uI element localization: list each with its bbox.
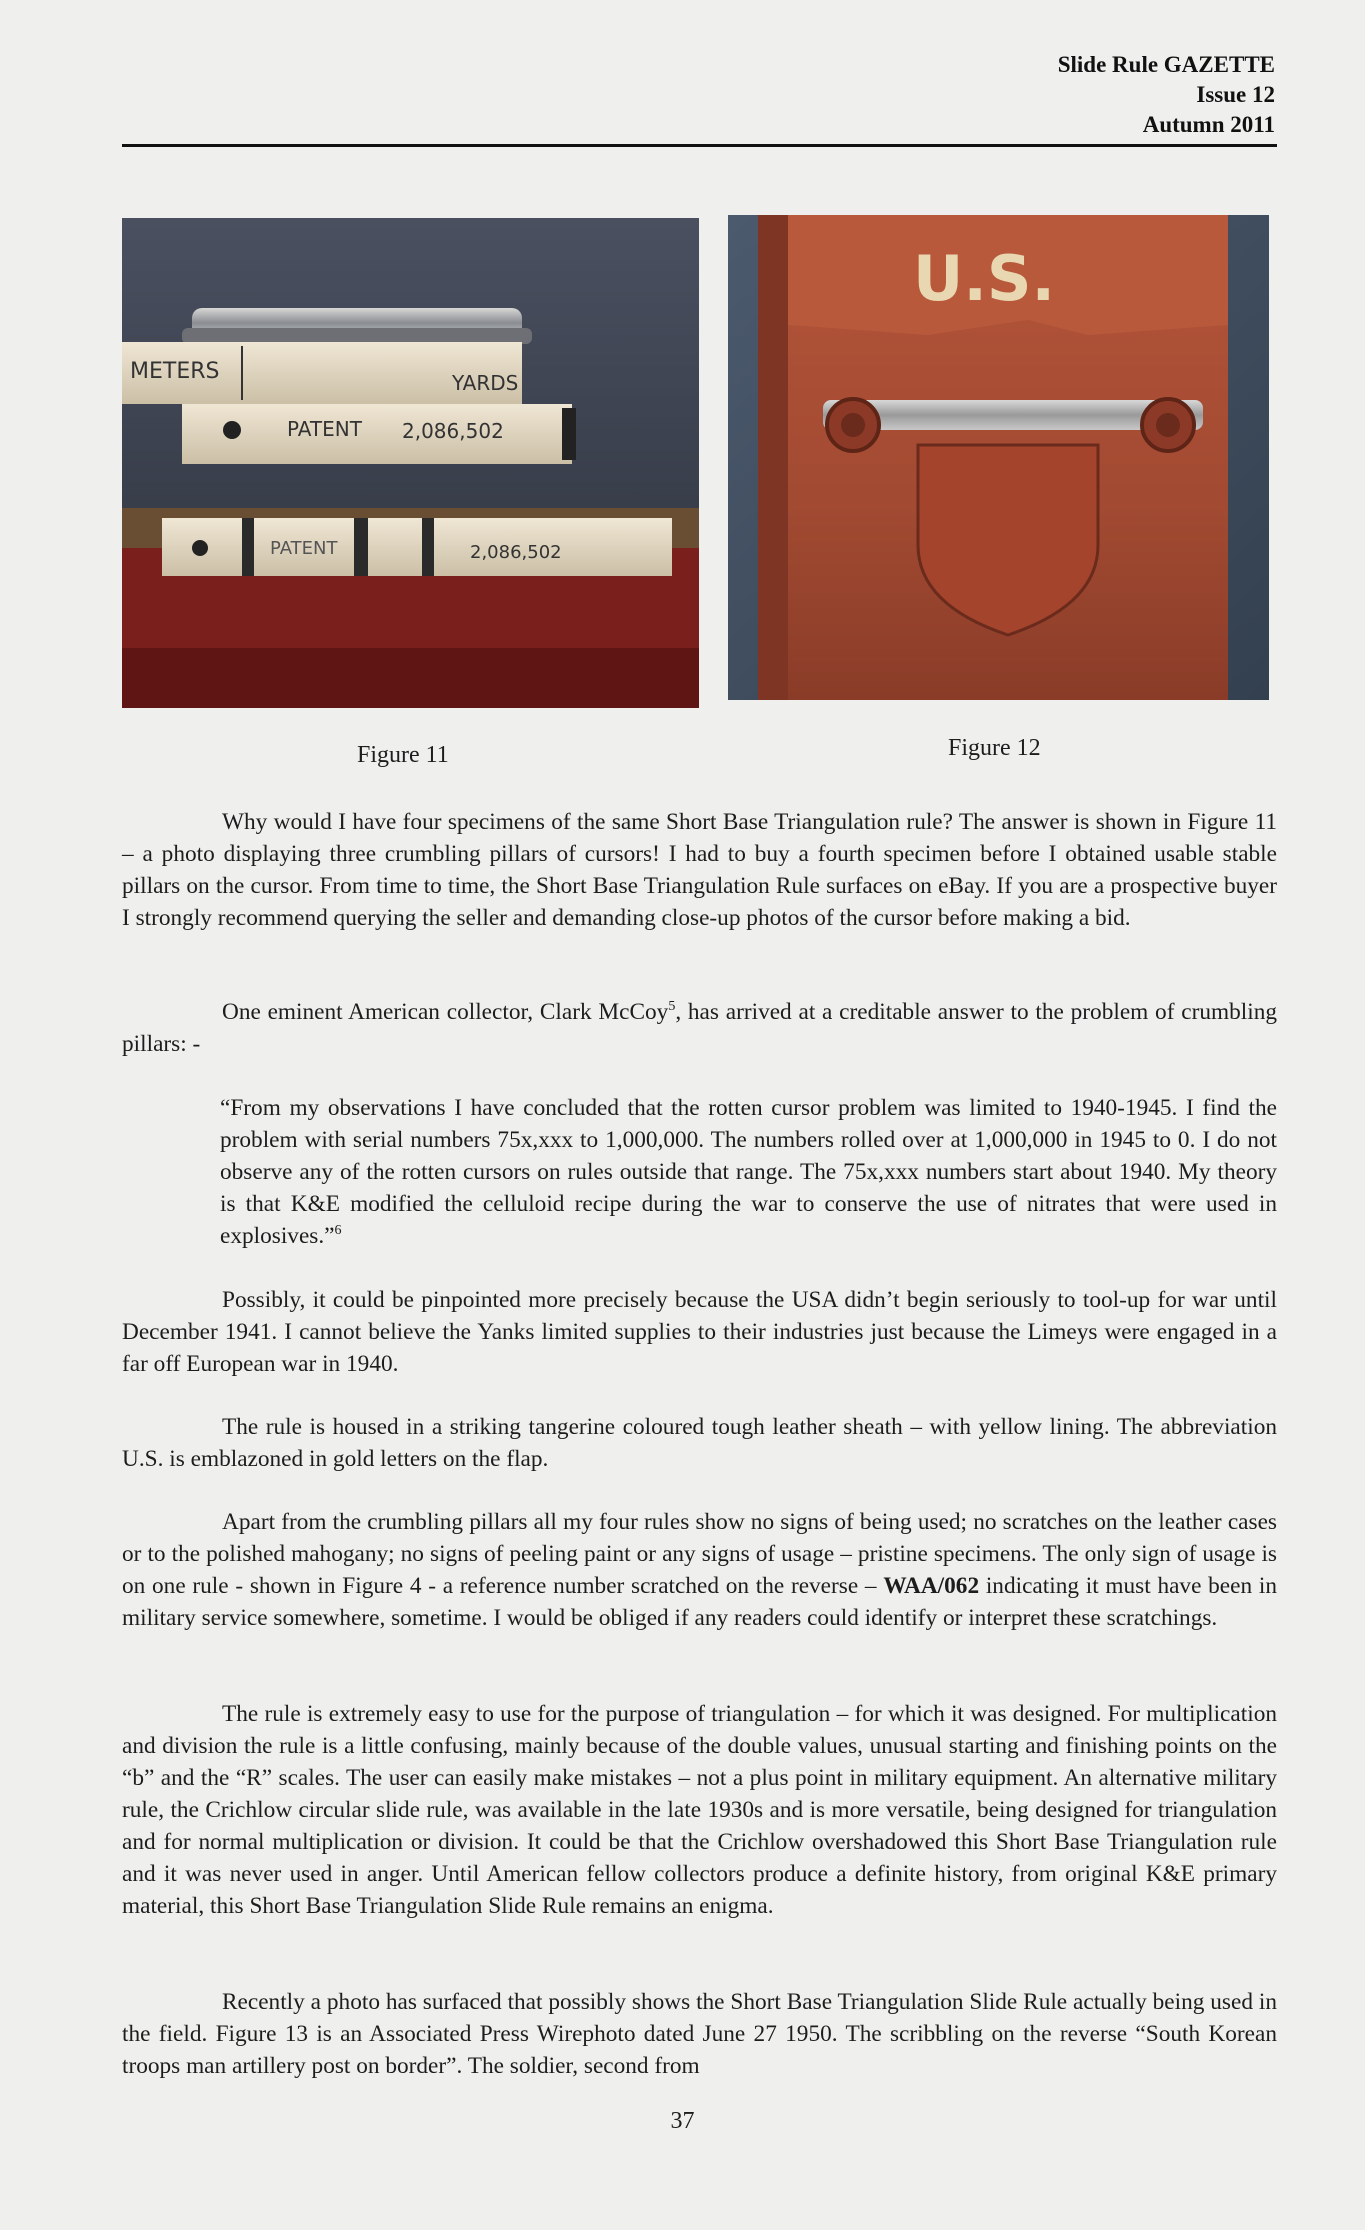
paragraph-4 [122,1411,1277,1475]
footnote-ref-6: 6 [334,1223,342,1239]
reference-number: WAA/062 [883,1573,980,1599]
footnote-ref-5: 5 [668,999,676,1015]
paragraph-7 [122,1986,1277,2082]
paragraph-6 [122,1698,1277,1922]
paragraph-5-part-b: indicating it must have been in military service somewhere, sometime. I would be obliged if any readers could identify or interpret these scratchings. [122,1573,1277,1631]
figure-11-photo [122,218,699,708]
patent-label-upper: PATENT [287,417,362,441]
paragraph-5-text [122,1506,1277,1634]
paragraph-2-part-b: , has arrived at a creditable answer to the problem of crumbling pillars: - [122,999,1277,1057]
us-flap-text: U.S. [913,242,1056,315]
paragraph-2 [122,996,1277,1060]
figure-12-illustration [728,215,1269,700]
paragraph-5-part-a: Apart from the crumbling pillars all my four rules show no signs of being used; no scratches on the leather cases or to the polished mahogany; no signs of peeling paint or any signs of usage – pristine specimens. The only sign of usage is on one rule - shown in Figure 4 - a reference number scratched on the reverse – [122,1509,1277,1599]
header-issue: Issue 12 [1196,82,1275,107]
figure-12-photo [728,215,1269,700]
paragraph-5 [122,1506,1277,1634]
patent-label-lower: PATENT [270,538,338,559]
patent-number-upper: 2,086,502 [402,419,504,443]
figure-11-caption: Figure 11 [357,742,449,768]
paragraph-1 [122,806,1277,934]
figure-12-caption: Figure 12 [948,735,1041,761]
meters-label: METERS [130,359,220,384]
yards-label: YARDS [452,371,519,395]
quote-text: “From my observations I have concluded that the rotten cursor problem was limited to 1940-1945. I find the problem with serial numbers 75x,xxx to 1,000,000. The numbers rolled over at 1,000,000 in 1945 to 0. I do not observe any of the rotten cursors on rules outside that range. The 75x,xxx numbers start about 1940. My theory is that K&E modified the celluloid recipe during the war to conserve the use of nitrates that were used in explosives.” [220,1095,1277,1249]
figure-11-illustration [122,218,699,708]
page-header [1058,50,1275,140]
paragraph-7-text: Recently a photo has surfaced that possibly shows the Short Base Triangulation Slide Rule actually being used in the field. Figure 13 is an Associated Press Wirephoto dated June 27 1950. The scribbling on the reverse “South Korean troops man artillery post on border”. The soldier, second from [122,1989,1277,2079]
patent-number-lower: 2,086,502 [470,542,562,563]
header-title: Slide Rule GAZETTE [1057,52,1275,77]
paragraph-2-part-a: One eminent American collector, Clark McCoy [222,999,669,1025]
paragraph-1-text: Why would I have four specimens of the same Short Base Triangulation rule? The answer is shown in Figure 11 – a photo displaying three crumbling pillars of cursors! I had to buy a fourth specimen before I obtained usable stable pillars on the cursor. From time to time, the Short Base Triangulation Rule surfaces on eBay. If you are a prospective buyer I strongly recommend querying the seller and demanding close-up photos of the cursor before making a bid. [122,809,1277,931]
paragraph-4-text: The rule is housed in a striking tangerine coloured tough leather sheath – with yellow lining. The abbreviation U.S. is emblazoned in gold letters on the flap. [122,1414,1277,1472]
header-rule [122,144,1277,147]
paragraph-2-text [122,996,1277,1060]
paragraph-3-text: Possibly, it could be pinpointed more precisely because the USA didn’t begin seriously to tool-up for war until December 1941. I cannot believe the Yanks limited supplies to their industries just because the Limeys were engaged in a far off European war in 1940. [122,1287,1277,1377]
page-number: 37 [670,2108,695,2134]
paragraph-6-text: The rule is extremely easy to use for the purpose of triangulation – for which it was designed. For multiplication and division the rule is a little confusing, mainly because of the double values, unusual starting and finishing points on the “b” and the “R” scales. The user can easily make mistakes – not a plus point in military equipment. An alternative military rule, the Crichlow circular slide rule, was available in the late 1930s and is more versatile, being designed for triangulation and for normal multiplication or division. It could be that the Crichlow overshadowed this Short Base Triangulation rule and it was never used in anger. Until American fellow collectors produce a definite history, from original K&E primary material, this Short Base Triangulation Slide Rule remains an enigma. [122,1701,1277,1919]
header-season: Autumn 2011 [1142,112,1275,137]
paragraph-3 [122,1284,1277,1380]
blockquote-mccoy [220,1092,1277,1252]
